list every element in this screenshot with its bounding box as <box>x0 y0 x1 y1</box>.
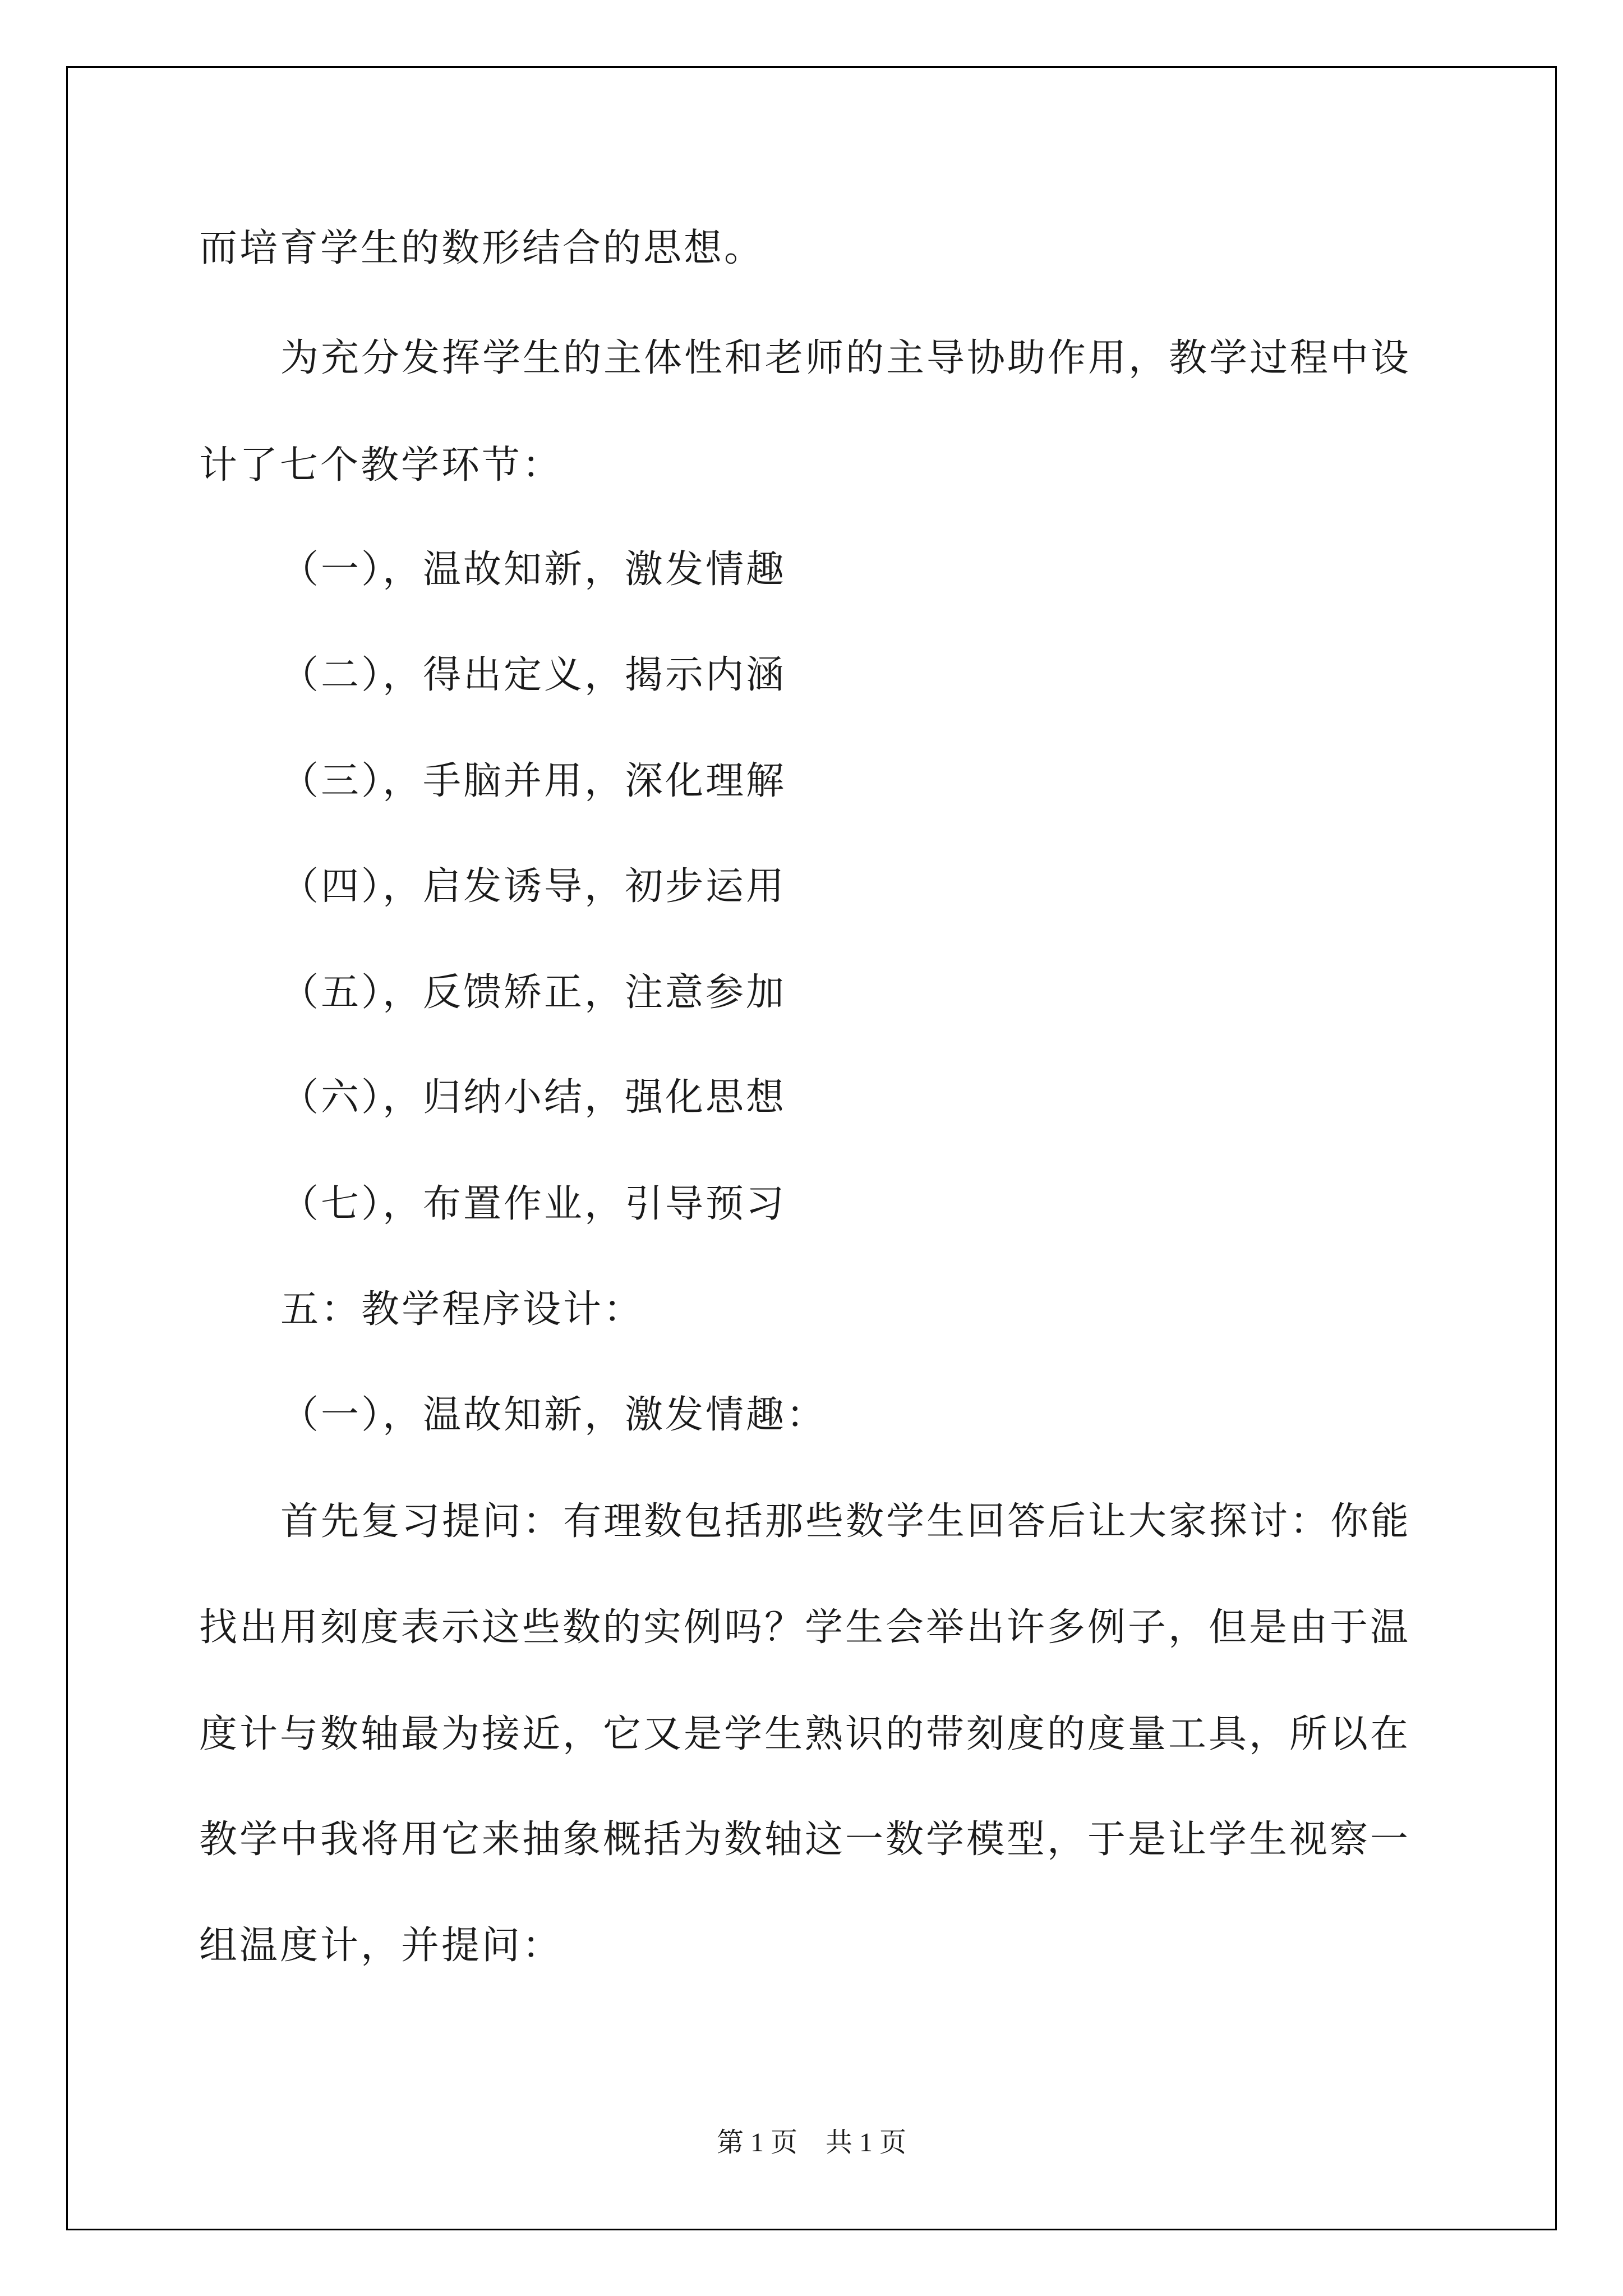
list-item-4: （四），启发诱导，初步运用 <box>280 864 787 909</box>
list-item-5: （五），反馈矫正，注意参加 <box>280 970 787 1015</box>
text-line-16: 教学中我将用它来抽象概括为数轴这一数学模型，于是让学生视察一 <box>199 1818 1411 1862</box>
text-line-13: 首先复习提问：有理数包括那些数学生回答后让大家探讨：你能 <box>280 1499 1412 1544</box>
text-line-2: 为充分发挥学生的主体性和老师的主导协助作用，教学过程中设 <box>280 336 1412 380</box>
text-line-14: 找出用刻度表示这些数的实例吗？学生会举出许多例子，但是由于温 <box>199 1605 1411 1650</box>
list-item-7: （七），布置作业，引导预习 <box>280 1182 787 1226</box>
page-border <box>66 66 1557 2230</box>
list-item-1: （一），温故知新，激发情趣 <box>280 547 787 592</box>
subsection-heading: （一），温故知新，激发情趣： <box>280 1393 827 1437</box>
list-item-3: （三），手脑并用，深化理解 <box>280 759 787 803</box>
list-item-2: （二），得出定义，揭示内涵 <box>280 653 787 697</box>
page-footer <box>0 2126 1623 2160</box>
text-line-17: 组温度计，并提问： <box>199 1924 563 1968</box>
text-line-3: 计了七个教学环节： <box>199 443 563 487</box>
page-total: 共 1 页 <box>826 2128 907 2157</box>
text-line-15: 度计与数轴最为接近，它又是学生熟识的带刻度的度量工具，所以在 <box>199 1712 1411 1756</box>
page-number: 第 1 页 <box>716 2128 797 2157</box>
text-line-1: 而培育学生的数形结合的思想。 <box>199 226 765 270</box>
list-item-6: （六），归纳小结，强化思想 <box>280 1075 787 1120</box>
section-heading: 五：教学程序设计： <box>280 1287 644 1332</box>
